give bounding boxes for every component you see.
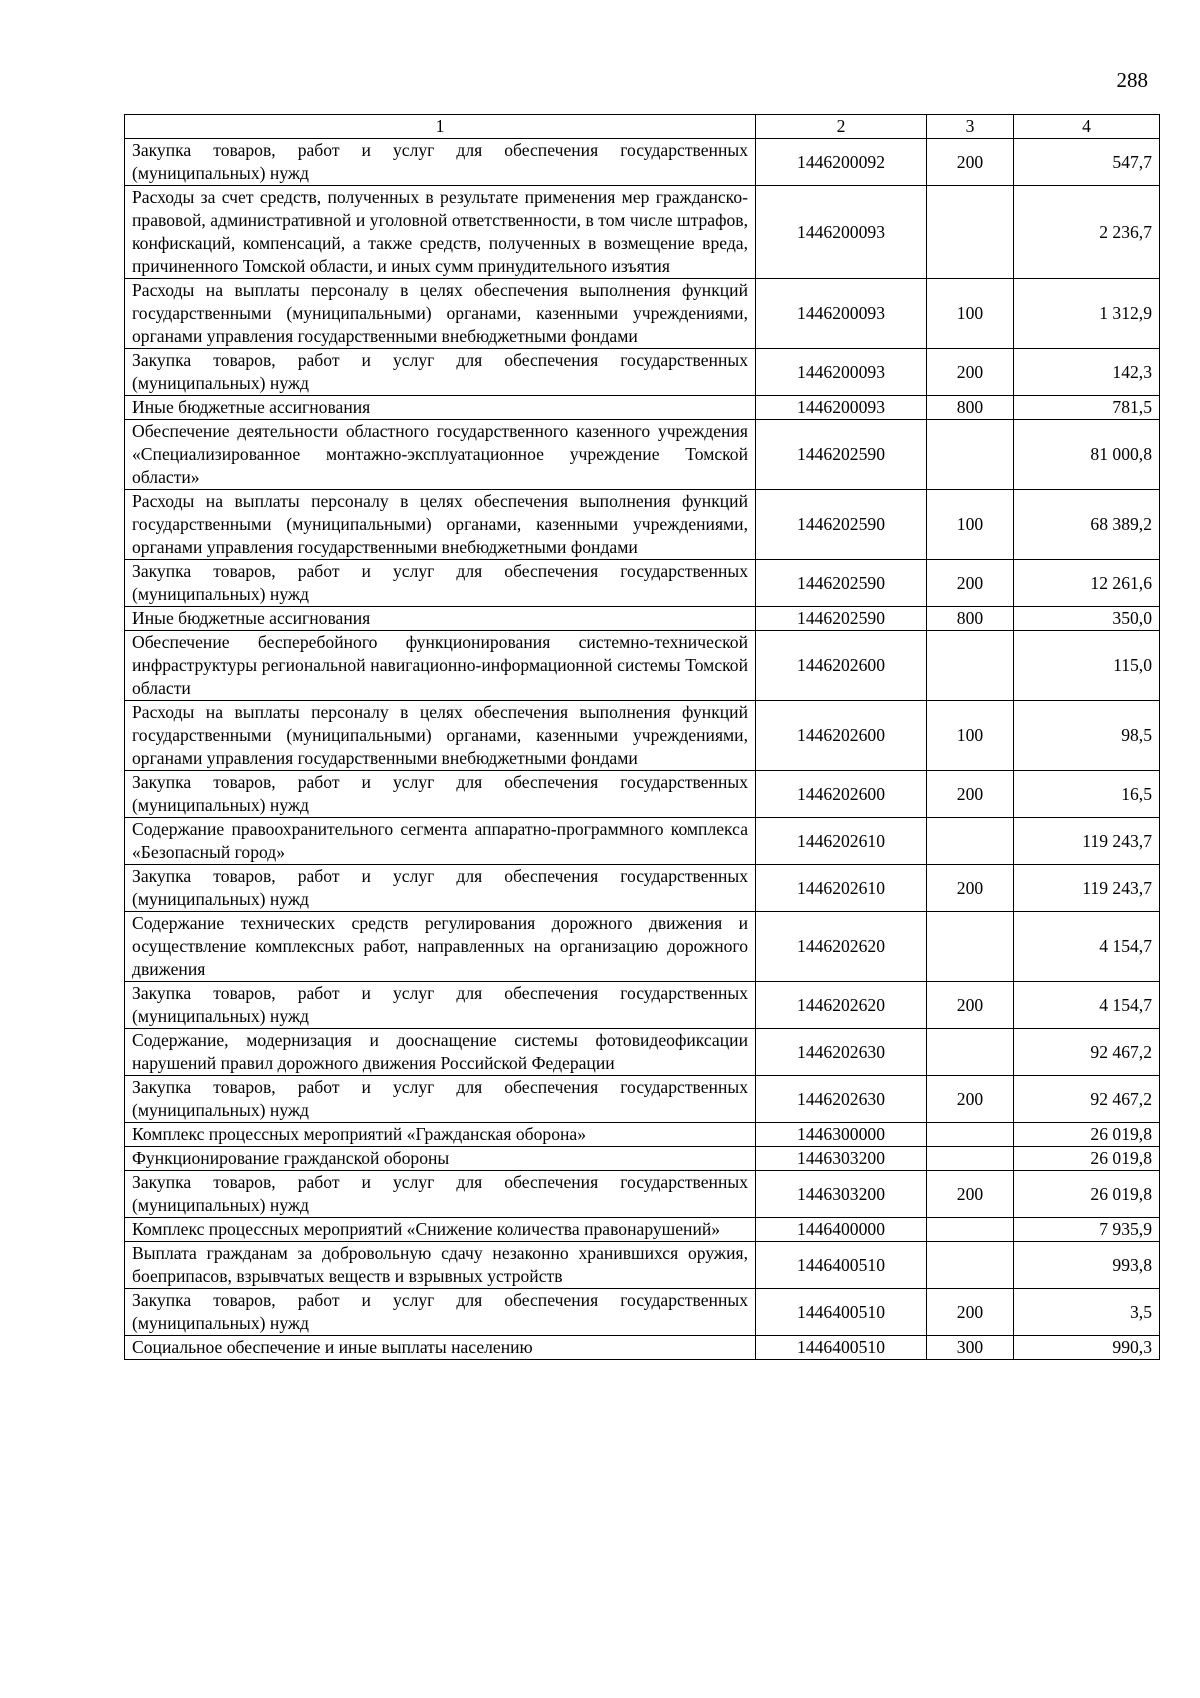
table-row <box>125 865 1160 912</box>
row-expense-type: 200 <box>927 139 1014 186</box>
row-expense-type: 200 <box>927 982 1014 1029</box>
row-target-code: 1446202630 <box>756 1029 927 1076</box>
table-row <box>125 1218 1160 1242</box>
row-description: Закупка товаров, работ и услуг для обеспечения государственных (муниципальных) нужд <box>125 982 756 1029</box>
row-target-code: 1446200093 <box>756 396 927 420</box>
row-description: Закупка товаров, работ и услуг для обеспечения государственных (муниципальных) нужд <box>125 139 756 186</box>
row-description: Закупка товаров, работ и услуг для обеспечения государственных (муниципальных) нужд <box>125 771 756 818</box>
row-amount: 119 243,7 <box>1014 865 1160 912</box>
row-expense-type <box>927 186 1014 279</box>
row-expense-type: 200 <box>927 1171 1014 1218</box>
row-expense-type: 200 <box>927 1076 1014 1123</box>
row-amount: 4 154,7 <box>1014 912 1160 982</box>
row-amount: 2 236,7 <box>1014 186 1160 279</box>
row-expense-type: 100 <box>927 279 1014 349</box>
row-description: Расходы на выплаты персоналу в целях обеспечения выполнения функций государственными (муниципальными) органами, казенными учреждениями, органами управления государственными внебюджетными фондами <box>125 701 756 771</box>
row-target-code: 1446400510 <box>756 1289 927 1336</box>
row-expense-type <box>927 1242 1014 1289</box>
row-target-code: 1446303200 <box>756 1147 927 1171</box>
row-expense-type: 200 <box>927 865 1014 912</box>
row-description: Выплата гражданам за добровольную сдачу незаконно хранившихся оружия, боеприпасов, взрывчатых веществ и взрывных устройств <box>125 1242 756 1289</box>
row-description: Содержание, модернизация и дооснащение системы фотовидеофиксации нарушений правил дорожного движения Российской Федерации <box>125 1029 756 1076</box>
table-row <box>125 607 1160 631</box>
row-description: Расходы за счет средств, полученных в результате применения мер гражданско-правовой, административной и уголовной ответственности, в том числе штрафов, конфискаций, компенсаций, а также средств, полученных в возмещение вреда, причиненного Томской области, и иных сумм принудительного изъятия <box>125 186 756 279</box>
row-target-code: 1446303200 <box>756 1171 927 1218</box>
row-expense-type <box>927 818 1014 865</box>
table-row <box>125 186 1160 279</box>
row-target-code: 1446200093 <box>756 186 927 279</box>
table-row <box>125 1076 1160 1123</box>
row-description: Закупка товаров, работ и услуг для обеспечения государственных (муниципальных) нужд <box>125 865 756 912</box>
row-target-code: 1446200092 <box>756 139 927 186</box>
table-row <box>125 631 1160 701</box>
table-row <box>125 818 1160 865</box>
row-target-code: 1446200093 <box>756 349 927 396</box>
table-row <box>125 701 1160 771</box>
row-amount: 92 467,2 <box>1014 1029 1160 1076</box>
table-row <box>125 349 1160 396</box>
table-row <box>125 1336 1160 1360</box>
row-target-code: 1446202590 <box>756 420 927 490</box>
table-row <box>125 1242 1160 1289</box>
row-description: Закупка товаров, работ и услуг для обеспечения государственных (муниципальных) нужд <box>125 1171 756 1218</box>
row-target-code: 1446202610 <box>756 865 927 912</box>
row-target-code: 1446202600 <box>756 771 927 818</box>
row-amount: 547,7 <box>1014 139 1160 186</box>
row-description: Закупка товаров, работ и услуг для обеспечения государственных (муниципальных) нужд <box>125 1289 756 1336</box>
row-target-code: 1446200093 <box>756 279 927 349</box>
table-row <box>125 279 1160 349</box>
row-expense-type: 200 <box>927 1289 1014 1336</box>
row-expense-type <box>927 1029 1014 1076</box>
row-expense-type <box>927 1218 1014 1242</box>
row-target-code: 1446400510 <box>756 1336 927 1360</box>
table-row <box>125 771 1160 818</box>
table-header-row <box>125 115 1160 139</box>
row-amount: 142,3 <box>1014 349 1160 396</box>
row-expense-type: 200 <box>927 771 1014 818</box>
row-expense-type: 100 <box>927 701 1014 771</box>
row-amount: 350,0 <box>1014 607 1160 631</box>
row-description: Закупка товаров, работ и услуг для обеспечения государственных (муниципальных) нужд <box>125 560 756 607</box>
row-description: Обеспечение бесперебойного функционирования системно-технической инфраструктуры региональной навигационно-информационной системы Томской области <box>125 631 756 701</box>
row-amount: 1 312,9 <box>1014 279 1160 349</box>
row-target-code: 1446202590 <box>756 607 927 631</box>
table-row <box>125 560 1160 607</box>
row-target-code: 1446202610 <box>756 818 927 865</box>
row-description: Расходы на выплаты персоналу в целях обеспечения выполнения функций государственными (муниципальными) органами, казенными учреждениями, органами управления государственными внебюджетными фондами <box>125 490 756 560</box>
table-row <box>125 1123 1160 1147</box>
row-target-code: 1446202600 <box>756 701 927 771</box>
row-amount: 92 467,2 <box>1014 1076 1160 1123</box>
row-amount: 81 000,8 <box>1014 420 1160 490</box>
row-description: Иные бюджетные ассигнования <box>125 607 756 631</box>
table-row <box>125 1029 1160 1076</box>
table-row <box>125 1289 1160 1336</box>
row-amount: 115,0 <box>1014 631 1160 701</box>
row-amount: 990,3 <box>1014 1336 1160 1360</box>
row-amount: 4 154,7 <box>1014 982 1160 1029</box>
row-amount: 26 019,8 <box>1014 1123 1160 1147</box>
column-header-1: 1 <box>125 115 756 139</box>
row-amount: 68 389,2 <box>1014 490 1160 560</box>
row-expense-type <box>927 631 1014 701</box>
row-expense-type <box>927 420 1014 490</box>
row-expense-type <box>927 1147 1014 1171</box>
row-amount: 7 935,9 <box>1014 1218 1160 1242</box>
row-expense-type <box>927 1123 1014 1147</box>
row-amount: 16,5 <box>1014 771 1160 818</box>
column-header-3: 3 <box>927 115 1014 139</box>
table-row <box>125 982 1160 1029</box>
table-row <box>125 912 1160 982</box>
row-description: Комплекс процессных мероприятий «Снижение количества правонарушений» <box>125 1218 756 1242</box>
table-row <box>125 490 1160 560</box>
row-amount: 12 261,6 <box>1014 560 1160 607</box>
table-row <box>125 139 1160 186</box>
row-target-code: 1446400000 <box>756 1218 927 1242</box>
table-row <box>125 420 1160 490</box>
row-amount: 26 019,8 <box>1014 1147 1160 1171</box>
table-row <box>125 1171 1160 1218</box>
row-target-code: 1446202620 <box>756 982 927 1029</box>
row-target-code: 1446202600 <box>756 631 927 701</box>
row-target-code: 1446202590 <box>756 560 927 607</box>
page-number: 288 <box>1116 68 1148 92</box>
row-amount: 781,5 <box>1014 396 1160 420</box>
row-amount: 993,8 <box>1014 1242 1160 1289</box>
row-amount: 119 243,7 <box>1014 818 1160 865</box>
row-expense-type <box>927 912 1014 982</box>
row-expense-type: 800 <box>927 607 1014 631</box>
table-row <box>125 1147 1160 1171</box>
row-expense-type: 200 <box>927 349 1014 396</box>
row-description: Функционирование гражданской обороны <box>125 1147 756 1171</box>
row-description: Содержание правоохранительного сегмента аппаратно-программного комплекса «Безопасный город» <box>125 818 756 865</box>
row-target-code: 1446300000 <box>756 1123 927 1147</box>
row-description: Иные бюджетные ассигнования <box>125 396 756 420</box>
row-target-code: 1446202590 <box>756 490 927 560</box>
row-description: Расходы на выплаты персоналу в целях обеспечения выполнения функций государственными (муниципальными) органами, казенными учреждениями, органами управления государственными внебюджетными фондами <box>125 279 756 349</box>
row-description: Обеспечение деятельности областного государственного казенного учреждения «Специализированное монтажно-эксплуатационное учреждение Томской области» <box>125 420 756 490</box>
row-description: Закупка товаров, работ и услуг для обеспечения государственных (муниципальных) нужд <box>125 349 756 396</box>
row-description: Содержание технических средств регулирования дорожного движения и осуществление комплексных работ, направленных на организацию дорожного движения <box>125 912 756 982</box>
row-description: Комплекс процессных мероприятий «Гражданская оборона» <box>125 1123 756 1147</box>
row-description: Закупка товаров, работ и услуг для обеспечения государственных (муниципальных) нужд <box>125 1076 756 1123</box>
row-expense-type: 300 <box>927 1336 1014 1360</box>
budget-table <box>124 114 1160 1360</box>
row-expense-type: 800 <box>927 396 1014 420</box>
column-header-4: 4 <box>1014 115 1160 139</box>
row-amount: 3,5 <box>1014 1289 1160 1336</box>
row-target-code: 1446400510 <box>756 1242 927 1289</box>
row-description: Социальное обеспечение и иные выплаты населению <box>125 1336 756 1360</box>
row-expense-type: 100 <box>927 490 1014 560</box>
column-header-2: 2 <box>756 115 927 139</box>
row-amount: 26 019,8 <box>1014 1171 1160 1218</box>
row-expense-type: 200 <box>927 560 1014 607</box>
table-row <box>125 396 1160 420</box>
row-target-code: 1446202630 <box>756 1076 927 1123</box>
row-target-code: 1446202620 <box>756 912 927 982</box>
row-amount: 98,5 <box>1014 701 1160 771</box>
